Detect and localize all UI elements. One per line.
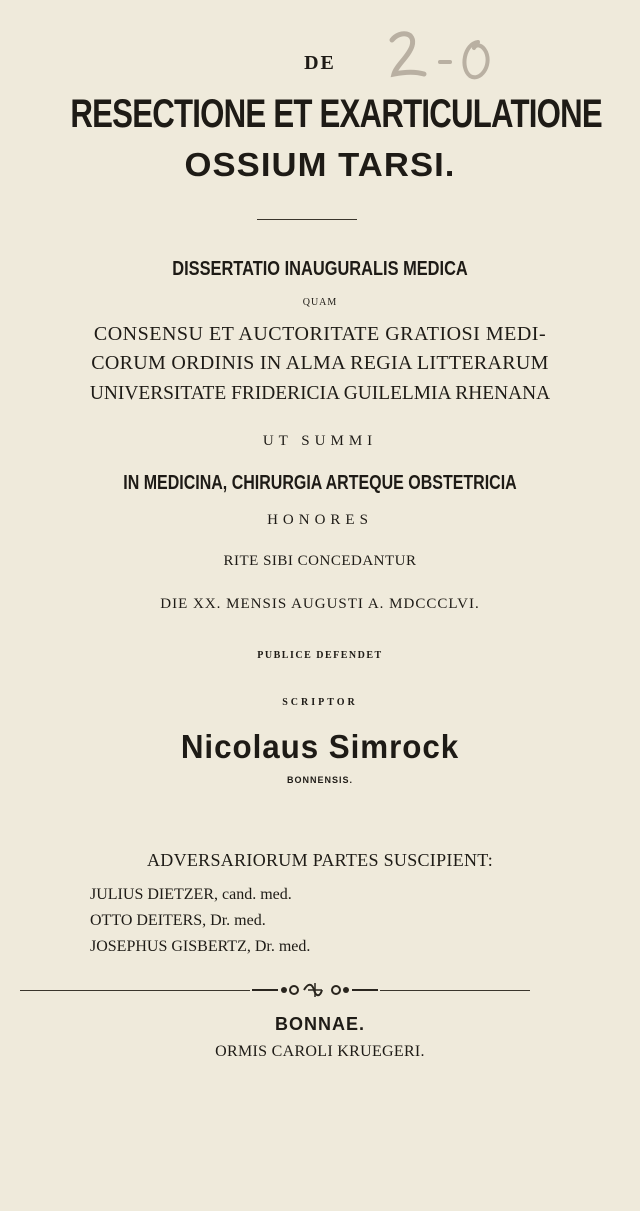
author-origin: BONNENSIS. (286, 775, 353, 785)
line-de: DE (304, 52, 336, 74)
opponent-1: JULIUS DIETZER, cand. med. (90, 886, 292, 903)
opponent-3: JOSEPHUS GISBERTZ, Dr. med. (90, 938, 311, 955)
quam: QUAM (302, 297, 338, 308)
rite-sibi: RITE SIBI CONCEDANTUR (223, 553, 417, 569)
publice-defendet: PUBLICE DEFENDET (257, 650, 383, 661)
city: BONNAE. (274, 1014, 365, 1034)
opponent-2: OTTO DEITERS, Dr. med. (90, 912, 266, 929)
consensu-line1: CONSENSU ET AUCTORITATE GRATIOSI MEDI- (93, 323, 547, 345)
consensu-line3: UNIVERSITATE FRIDERICIA GUILELMIA RHENANA (89, 382, 551, 404)
ornament-rule-right (380, 990, 530, 991)
honores: HONORES (267, 512, 373, 528)
printer: ORMIS CAROLI KRUEGERI. (215, 1043, 425, 1060)
short-divider (257, 219, 357, 220)
adversariorum-heading: ADVERSARIORUM PARTES SUSCIPIENT: (146, 850, 494, 870)
ornament-rule-left (20, 990, 250, 991)
author-name: Nicolaus Simrock (180, 728, 460, 765)
subtitle: DISSERTATIO INAUGURALIS MEDICA (172, 258, 468, 280)
in-medicina: IN MEDICINA, CHIRURGIA ARTEQUE OBSTETRICIA (123, 472, 517, 494)
ornament-icon (250, 980, 380, 1000)
date-line: DIE XX. MENSIS AUGUSTI A. MDCCCLVI. (160, 596, 480, 612)
main-title-line1: RESECTIONE ET EXARTICULATIONE (70, 92, 602, 136)
main-title-line2: OSSIUM TARSI. (184, 146, 456, 183)
scriptor: SCRIPTOR (282, 697, 358, 708)
consensu-line2: CORUM ORDINIS IN ALMA REGIA LITTERARUM (91, 352, 549, 374)
ut-summi: UT SUMMI (262, 433, 378, 449)
